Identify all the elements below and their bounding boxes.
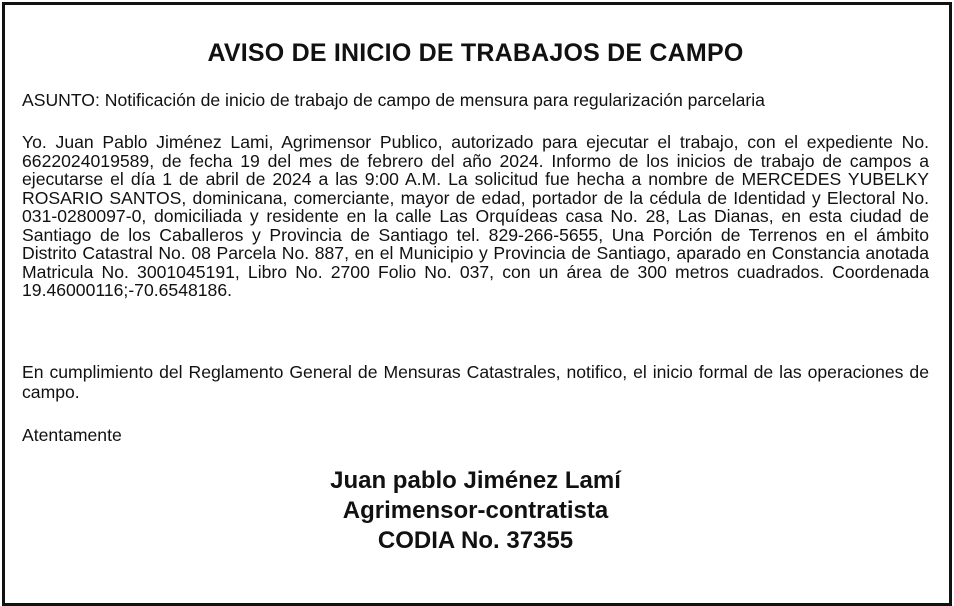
notice-subject: ASUNTO: Notificación de inicio de trabajo de campo de mensura para regularización parcelaria xyxy=(22,90,765,110)
compliance-paragraph: En cumplimiento del Reglamento General de Mensuras Catastrales, notifico, el inicio formal de las operaciones de campo. xyxy=(22,362,929,402)
closing-salutation: Atentamente xyxy=(22,425,122,445)
signature-block xyxy=(22,466,929,556)
notice-frame xyxy=(2,2,952,606)
signatory-name: Juan pablo Jiménez Lamí xyxy=(330,467,621,494)
signatory-registration: CODIA No. 37355 xyxy=(377,527,574,554)
notice-body-paragraph: Yo. Juan Pablo Jiménez Lami, Agrimensor Publico, autorizado para ejecutar el trabajo, con el expediente No. 6622024019589, de fecha 19 del mes de febrero del año 2024. Informo de los inicios de trabajo de campos a ejecutarse el día 1 de abril de 2024 a las 9:00 A.M. La solicitud fue hecha a nombre de MERCEDES YUBELKY ROSARIO SANTOS, dominicana, comerciante, mayor de edad, portador de la cédula de Identidad y Electoral No. 031-0280097-0, domiciliada y residente en la calle Las Orquídeas casa No. 28, Las Dianas, en esta ciudad de Santiago de los Caballeros y Provincia de Santiago tel. 829-266-5655, Una Porción de Terrenos en el ámbito Distrito Catastral No. 08 Parcela No. 887, en el Municipio y Provincia de Santiago, aparado en Constancia anotada Matricula No. 3001045191, Libro No. 2700 Folio No. 037, con un área de 300 metros cuadrados. Coordenada 19.46000116;-70.6548186. xyxy=(22,132,929,300)
signatory-role: Agrimensor-contratista xyxy=(342,497,609,524)
notice-title: AVISO DE INICIO DE TRABAJOS DE CAMPO xyxy=(207,39,744,67)
